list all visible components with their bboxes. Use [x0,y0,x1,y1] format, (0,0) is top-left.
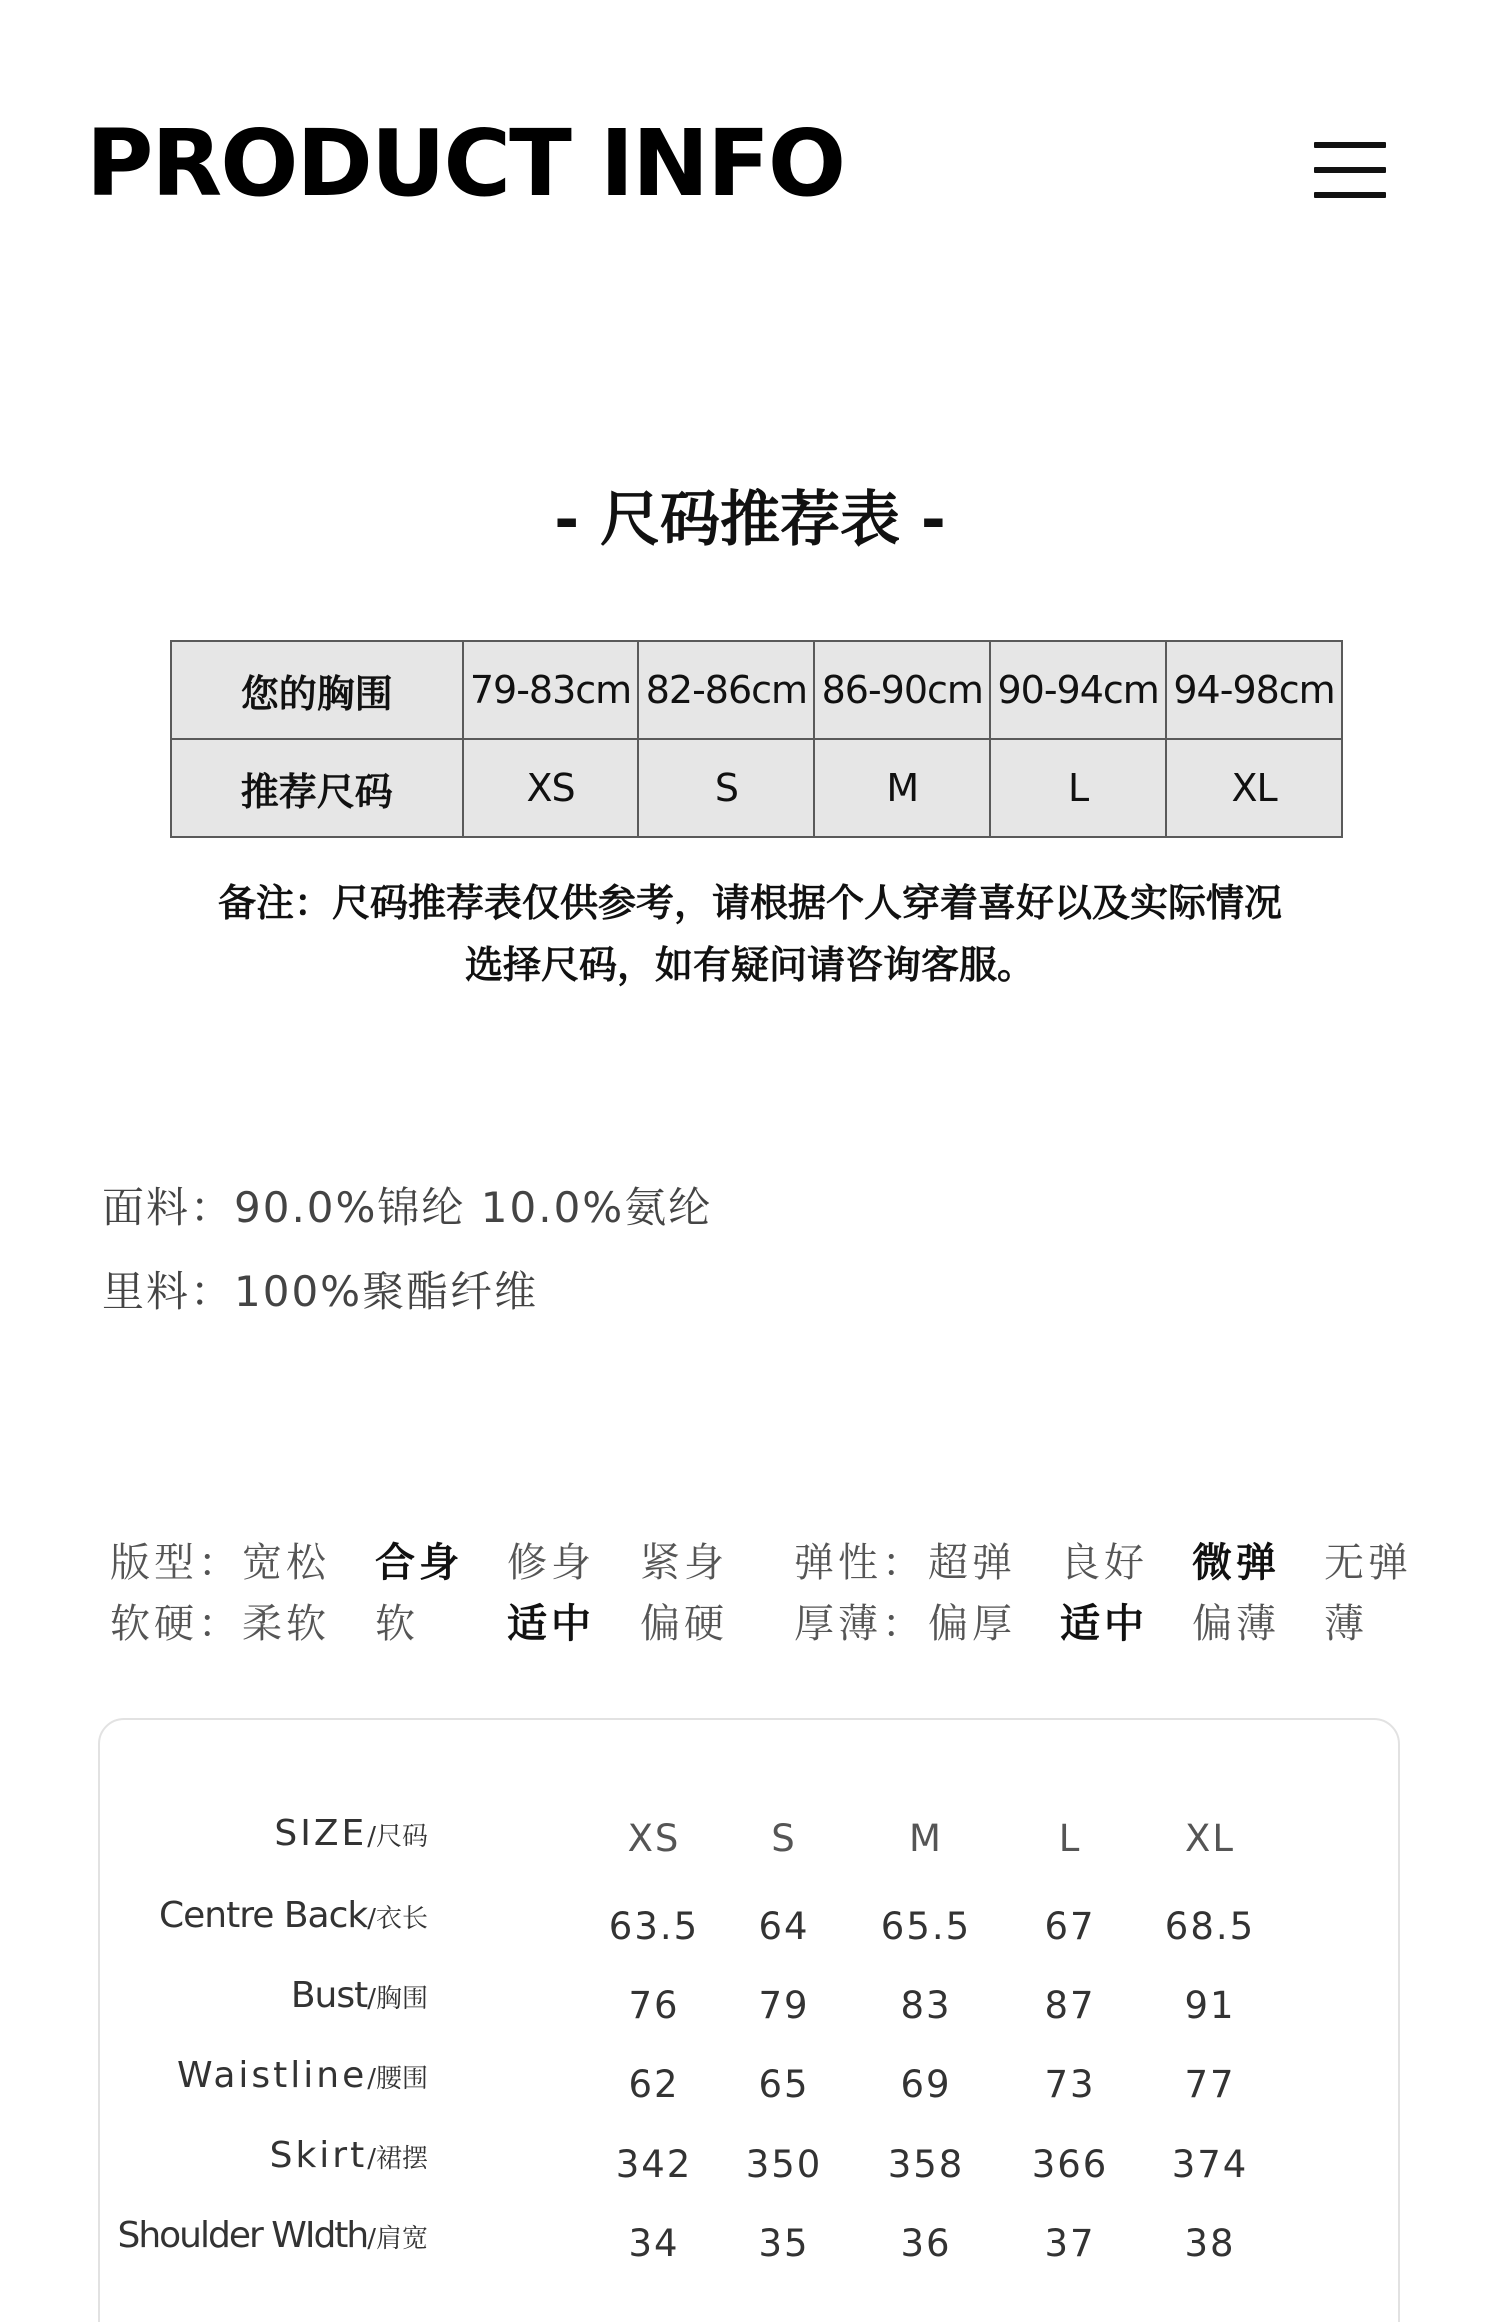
measure-value: 69 [900,2063,952,2106]
table-cell: S [638,739,814,837]
measure-value: 62 [628,2063,680,2106]
table-cell: M [814,739,990,837]
measure-value: 73 [1044,2063,1096,2106]
note-line: 备注：尺码推荐表仅供参考，请根据个人穿着喜好以及实际情况 [217,881,1282,925]
label-zh: /衣长 [367,1904,428,1934]
row-header: 您的胸围 [171,641,463,739]
row-header: 推荐尺码 [171,739,463,837]
fit-option: 修身 [507,1540,595,1586]
measure-label [159,1895,428,1936]
hamburger-menu-icon[interactable] [1314,142,1386,198]
table-cell: XL [1166,739,1342,837]
softness-option: 柔软 [242,1601,330,1647]
measure-label [269,2135,428,2176]
size-col-header: M [909,1817,943,1860]
elasticity-option: 超弹 [928,1540,1016,1586]
measure-value: 64 [758,1905,810,1948]
table-cell: 82-86cm [638,641,814,739]
thickness-option: 偏薄 [1192,1601,1280,1647]
measure-value: 374 [1171,2143,1249,2186]
measure-value: 366 [1031,2143,1109,2186]
measure-value: 63.5 [608,1905,700,1948]
size-col-header: S [771,1817,797,1860]
elasticity-label: 弹性： [794,1540,926,1586]
measure-value: 91 [1184,1984,1236,2027]
label-en: SIZE [274,1813,368,1854]
label-zh: /肩宽 [367,2224,428,2254]
label-en: Bust [290,1975,368,2016]
table-cell: 79-83cm [463,641,639,739]
size-col-header: XL [1185,1817,1235,1860]
size-chart-card [98,1718,1400,2322]
table-row [171,641,1342,739]
softness-label: 软硬： [110,1601,242,1647]
measure-value: 34 [628,2222,680,2265]
fit-option: 紧身 [640,1540,728,1586]
size-recommendation-title: - 尺码推荐表 - [554,485,946,555]
fabric-lining: 里料：100%聚酯纤维 [102,1267,539,1316]
measure-value: 358 [887,2143,965,2186]
measure-label [290,1975,428,2016]
measure-value: 83 [900,1984,952,2027]
size-col-header: L [1058,1817,1082,1860]
thickness-option-selected: 适中 [1060,1601,1148,1647]
elasticity-option-selected: 微弹 [1192,1540,1280,1586]
measure-value: 77 [1184,2063,1236,2106]
size-note [0,872,1500,996]
fabric-outer: 面料：90.0%锦纶 10.0%氨纶 [102,1183,713,1232]
measure-value: 65.5 [880,1905,972,1948]
measure-value: 79 [758,1984,810,2027]
table-cell: 86-90cm [814,641,990,739]
page-title: PRODUCT INFO [86,110,845,217]
note-line: 选择尺码，如有疑问请咨询客服。 [464,943,1035,987]
fit-option-selected: 合身 [375,1540,463,1586]
label-zh: /腰围 [367,2064,428,2094]
measure-value: 38 [1184,2222,1236,2265]
measure-value: 67 [1044,1905,1096,1948]
label-en: Shoulder WIdth [117,2215,368,2256]
label-zh: /裙摆 [367,2144,428,2174]
thickness-option: 偏厚 [928,1601,1016,1647]
measure-label [177,2055,428,2096]
fit-label: 版型： [110,1540,242,1586]
label-zh: /尺码 [367,1822,428,1852]
label-en: Centre Back [159,1895,368,1936]
softness-option: 软 [375,1601,419,1647]
elasticity-option: 无弹 [1324,1540,1412,1586]
softness-option-selected: 适中 [507,1601,595,1647]
measure-value: 87 [1044,1984,1096,2027]
measure-value: 65 [758,2063,810,2106]
measure-value: 68.5 [1164,1905,1256,1948]
size-col-header: XS [627,1817,681,1860]
thickness-option: 薄 [1324,1601,1368,1647]
table-row [171,739,1342,837]
table-cell: XS [463,739,639,837]
table-cell: 90-94cm [990,641,1166,739]
size-header-label [274,1813,428,1854]
size-recommendation-table [170,640,1343,838]
measure-value: 37 [1044,2222,1096,2265]
measure-value: 36 [900,2222,952,2265]
table-cell: 94-98cm [1166,641,1342,739]
measure-value: 76 [628,1984,680,2027]
label-en: Waistline [177,2055,368,2096]
measure-label [117,2215,428,2256]
measure-value: 35 [758,2222,810,2265]
fit-option: 宽松 [242,1540,330,1586]
softness-option: 偏硬 [640,1601,728,1647]
label-zh: /胸围 [367,1984,428,2014]
table-cell: L [990,739,1166,837]
measure-value: 342 [615,2143,693,2186]
elasticity-option: 良好 [1060,1540,1148,1586]
measure-value: 350 [745,2143,823,2186]
thickness-label: 厚薄： [794,1601,926,1647]
label-en: Skirt [269,2135,368,2176]
